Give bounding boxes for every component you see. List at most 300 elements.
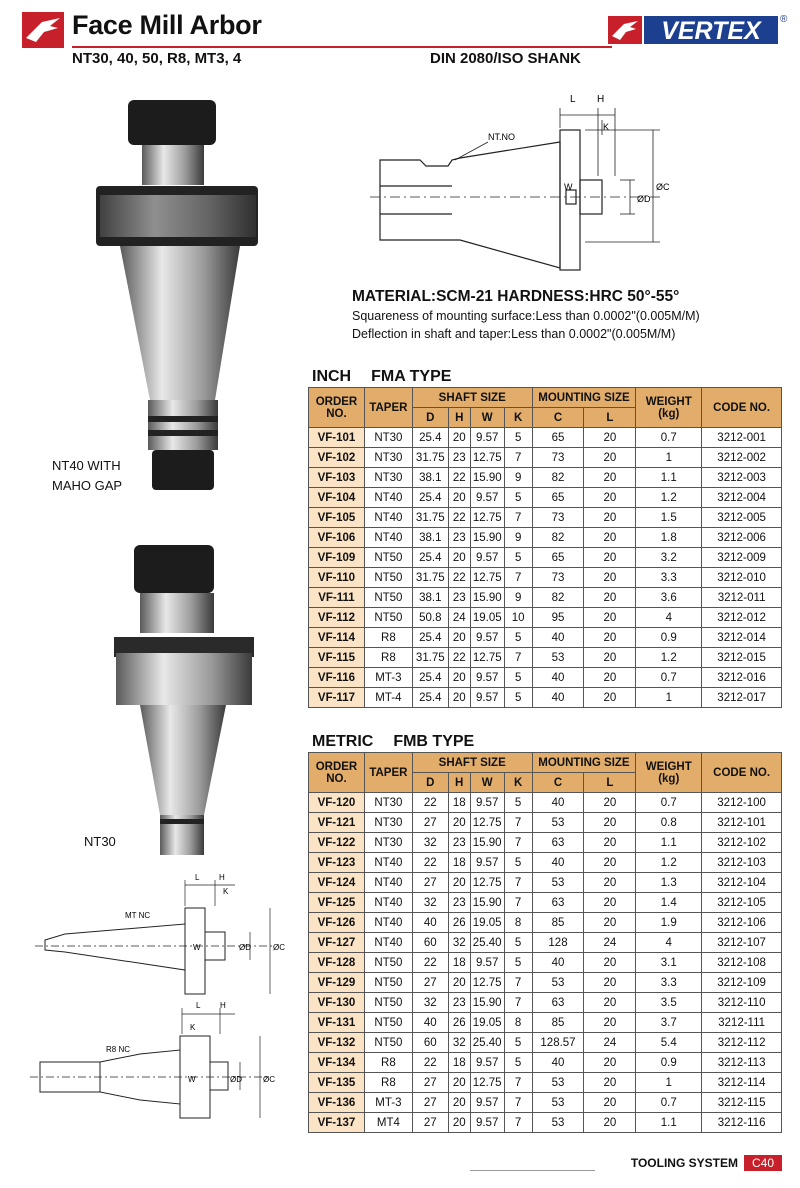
mt-dim-h: H — [219, 873, 225, 882]
table-row — [309, 448, 782, 468]
cell-code-no: 3212-002 — [702, 448, 782, 468]
cell-c: 40 — [532, 953, 584, 973]
table-row — [309, 793, 782, 813]
cell-k: 10 — [504, 608, 532, 628]
cell-taper: NT50 — [364, 993, 412, 1013]
cell-d: 27 — [412, 1093, 448, 1113]
footer-label: TOOLING SYSTEM — [630, 1156, 738, 1170]
cell-order-no: VF-115 — [309, 648, 365, 668]
cell-k: 7 — [504, 873, 532, 893]
table-row — [309, 1033, 782, 1053]
r8-dim-h: H — [220, 1001, 226, 1010]
cell-w: 9.57 — [470, 793, 504, 813]
cell-d: 25.4 — [412, 688, 448, 708]
cell-c: 65 — [532, 488, 584, 508]
cell-taper: NT40 — [364, 853, 412, 873]
cell-d: 27 — [412, 813, 448, 833]
r8-technical-drawing — [30, 1000, 290, 1125]
cell-order-no: VF-110 — [309, 568, 365, 588]
cell-taper: R8 — [364, 1053, 412, 1073]
cell-c: 128.57 — [532, 1033, 584, 1053]
cell-code-no: 3212-003 — [702, 468, 782, 488]
cell-l: 20 — [584, 993, 636, 1013]
cell-k: 5 — [504, 1053, 532, 1073]
cell-k: 7 — [504, 568, 532, 588]
cell-code-no: 3212-109 — [702, 973, 782, 993]
r8-dim-k: K — [190, 1023, 196, 1032]
cell-c: 73 — [532, 508, 584, 528]
cell-weight: 1.1 — [636, 468, 702, 488]
cell-weight: 3.7 — [636, 1013, 702, 1033]
cell-weight: 1 — [636, 688, 702, 708]
r8-dim-l: L — [196, 1001, 201, 1010]
cell-l: 20 — [584, 893, 636, 913]
cell-h: 20 — [448, 428, 470, 448]
cell-l: 20 — [584, 628, 636, 648]
cell-c: 40 — [532, 668, 584, 688]
cell-c: 85 — [532, 913, 584, 933]
cell-c: 63 — [532, 893, 584, 913]
col-w: W — [470, 773, 504, 793]
cell-code-no: 3212-015 — [702, 648, 782, 668]
cell-l: 20 — [584, 468, 636, 488]
cell-d: 38.1 — [412, 588, 448, 608]
r8-dim-c: ØC — [263, 1075, 275, 1084]
cell-taper: NT50 — [364, 548, 412, 568]
cell-h: 23 — [448, 993, 470, 1013]
cell-w: 15.90 — [470, 588, 504, 608]
cell-w: 12.75 — [470, 813, 504, 833]
cell-c: 82 — [532, 588, 584, 608]
cell-code-no: 3212-108 — [702, 953, 782, 973]
cell-d: 31.75 — [412, 448, 448, 468]
cell-weight: 1.9 — [636, 913, 702, 933]
col-code-no: CODE NO. — [702, 388, 782, 428]
cell-weight: 4 — [636, 608, 702, 628]
cell-h: 24 — [448, 608, 470, 628]
cell-weight: 1 — [636, 448, 702, 468]
cell-h: 23 — [448, 893, 470, 913]
cell-order-no: VF-125 — [309, 893, 365, 913]
cell-w: 15.90 — [470, 833, 504, 853]
cell-taper: MT-3 — [364, 1093, 412, 1113]
cell-order-no: VF-128 — [309, 953, 365, 973]
cell-d: 50.8 — [412, 608, 448, 628]
cell-order-no: VF-127 — [309, 933, 365, 953]
cell-code-no: 3212-104 — [702, 873, 782, 893]
dim-d: ØD — [637, 194, 651, 204]
cell-taper: NT40 — [364, 933, 412, 953]
cell-k: 5 — [504, 488, 532, 508]
table-row — [309, 688, 782, 708]
cell-d: 31.75 — [412, 568, 448, 588]
cell-order-no: VF-106 — [309, 528, 365, 548]
cell-weight: 1.3 — [636, 873, 702, 893]
cell-l: 20 — [584, 568, 636, 588]
cell-c: 53 — [532, 873, 584, 893]
deflection-note: Deflection in shaft and taper:Less than 0.0002"(0.005M/M) — [352, 327, 676, 341]
cell-taper: NT30 — [364, 468, 412, 488]
cell-k: 5 — [504, 628, 532, 648]
cell-taper: NT30 — [364, 793, 412, 813]
cell-d: 25.4 — [412, 628, 448, 648]
inch-spec-table — [308, 387, 782, 708]
cell-weight: 1.1 — [636, 833, 702, 853]
cell-l: 20 — [584, 508, 636, 528]
cell-w: 9.57 — [470, 428, 504, 448]
title-divider — [72, 46, 612, 48]
cell-order-no: VF-112 — [309, 608, 365, 628]
cell-l: 20 — [584, 1113, 636, 1133]
cell-k: 7 — [504, 508, 532, 528]
cell-order-no: VF-131 — [309, 1013, 365, 1033]
cell-order-no: VF-103 — [309, 468, 365, 488]
r8-dim-d: ØD — [230, 1075, 242, 1084]
cell-d: 25.4 — [412, 668, 448, 688]
cell-code-no: 3212-001 — [702, 428, 782, 448]
cell-l: 20 — [584, 833, 636, 853]
cell-k: 5 — [504, 953, 532, 973]
cell-h: 26 — [448, 1013, 470, 1033]
cell-d: 27 — [412, 873, 448, 893]
table-row — [309, 648, 782, 668]
cell-l: 20 — [584, 793, 636, 813]
mt-tag: MT NC — [125, 911, 151, 920]
table-row — [309, 1073, 782, 1093]
cell-h: 20 — [448, 628, 470, 648]
dim-k: K — [603, 122, 610, 132]
vertex-logo — [608, 10, 786, 48]
cell-k: 5 — [504, 668, 532, 688]
cell-weight: 4 — [636, 933, 702, 953]
cell-taper: NT40 — [364, 893, 412, 913]
cell-taper: NT40 — [364, 913, 412, 933]
mt-dim-l: L — [195, 873, 200, 882]
col-w: W — [470, 408, 504, 428]
cell-taper: MT4 — [364, 1113, 412, 1133]
cell-taper: NT30 — [364, 813, 412, 833]
cell-weight: 0.7 — [636, 668, 702, 688]
cell-w: 9.57 — [470, 853, 504, 873]
cell-d: 22 — [412, 793, 448, 813]
cell-h: 23 — [448, 833, 470, 853]
cell-c: 85 — [532, 1013, 584, 1033]
mt-technical-drawing — [35, 870, 295, 1000]
cell-weight: 0.8 — [636, 813, 702, 833]
page-title: Face Mill Arbor — [72, 10, 262, 40]
cell-code-no: 3212-106 — [702, 913, 782, 933]
cell-code-no: 3212-112 — [702, 1033, 782, 1053]
col-d: D — [412, 408, 448, 428]
mt-dim-d: ØD — [239, 943, 251, 952]
col-order-no: ORDER NO. — [309, 753, 365, 793]
table-row — [309, 833, 782, 853]
nt30-caption: NT30 — [84, 834, 116, 849]
cell-k: 7 — [504, 833, 532, 853]
cell-w: 12.75 — [470, 448, 504, 468]
cell-weight: 3.6 — [636, 588, 702, 608]
cell-w: 12.75 — [470, 973, 504, 993]
cell-code-no: 3212-017 — [702, 688, 782, 708]
cell-k: 9 — [504, 528, 532, 548]
cell-taper: NT50 — [364, 953, 412, 973]
cell-weight: 5.4 — [636, 1033, 702, 1053]
cell-d: 38.1 — [412, 468, 448, 488]
cell-l: 24 — [584, 933, 636, 953]
cell-taper: NT50 — [364, 608, 412, 628]
cell-order-no: VF-111 — [309, 588, 365, 608]
cell-l: 20 — [584, 668, 636, 688]
cell-taper: R8 — [364, 648, 412, 668]
cell-k: 7 — [504, 1093, 532, 1113]
cell-weight: 1.8 — [636, 528, 702, 548]
cell-weight: 0.7 — [636, 428, 702, 448]
cell-code-no: 3212-009 — [702, 548, 782, 568]
cell-c: 82 — [532, 528, 584, 548]
dim-h: H — [597, 94, 605, 105]
cell-w: 12.75 — [470, 568, 504, 588]
cell-order-no: VF-109 — [309, 548, 365, 568]
cell-l: 20 — [584, 1073, 636, 1093]
cell-c: 63 — [532, 833, 584, 853]
label-nt-no: NT.NO — [488, 132, 515, 142]
cell-d: 60 — [412, 933, 448, 953]
cell-d: 22 — [412, 853, 448, 873]
table-row — [309, 668, 782, 688]
shank-standard: DIN 2080/ISO SHANK — [430, 50, 581, 67]
col-c: C — [532, 408, 584, 428]
col-shaft-size: SHAFT SIZE — [412, 388, 532, 408]
cell-d: 32 — [412, 833, 448, 853]
col-c: C — [532, 773, 584, 793]
cell-code-no: 3212-107 — [702, 933, 782, 953]
cell-k: 5 — [504, 688, 532, 708]
cell-code-no: 3212-010 — [702, 568, 782, 588]
cell-d: 40 — [412, 913, 448, 933]
table-row — [309, 628, 782, 648]
cell-h: 22 — [448, 508, 470, 528]
cell-order-no: VF-135 — [309, 1073, 365, 1093]
cell-l: 20 — [584, 853, 636, 873]
cell-h: 18 — [448, 793, 470, 813]
cell-order-no: VF-105 — [309, 508, 365, 528]
cell-code-no: 3212-006 — [702, 528, 782, 548]
cell-c: 73 — [532, 568, 584, 588]
cell-w: 9.57 — [470, 668, 504, 688]
cell-weight: 3.3 — [636, 568, 702, 588]
cell-w: 9.57 — [470, 488, 504, 508]
col-k: K — [504, 773, 532, 793]
cell-k: 7 — [504, 448, 532, 468]
cell-weight: 1.2 — [636, 853, 702, 873]
cell-order-no: VF-117 — [309, 688, 365, 708]
cell-weight: 0.7 — [636, 1093, 702, 1113]
table-row — [309, 973, 782, 993]
cell-k: 5 — [504, 933, 532, 953]
cell-order-no: VF-132 — [309, 1033, 365, 1053]
page-subtitle: NT30, 40, 50, R8, MT3, 4 — [72, 50, 242, 67]
cell-h: 23 — [448, 448, 470, 468]
cell-w: 9.57 — [470, 1113, 504, 1133]
cell-h: 32 — [448, 1033, 470, 1053]
cell-c: 53 — [532, 973, 584, 993]
cell-l: 20 — [584, 953, 636, 973]
table-row — [309, 893, 782, 913]
cell-w: 12.75 — [470, 873, 504, 893]
page-number: C40 — [744, 1155, 782, 1171]
col-taper: TAPER — [364, 753, 412, 793]
brand-registered: ® — [780, 14, 788, 25]
cell-taper: NT30 — [364, 833, 412, 853]
cell-l: 20 — [584, 608, 636, 628]
cell-c: 53 — [532, 1073, 584, 1093]
cell-w: 9.57 — [470, 628, 504, 648]
cell-weight: 1.2 — [636, 488, 702, 508]
table-row — [309, 993, 782, 1013]
table-row — [309, 933, 782, 953]
cell-h: 20 — [448, 548, 470, 568]
cell-l: 20 — [584, 528, 636, 548]
cell-d: 22 — [412, 953, 448, 973]
cell-order-no: VF-129 — [309, 973, 365, 993]
col-h: H — [448, 408, 470, 428]
cell-w: 9.57 — [470, 1093, 504, 1113]
cell-taper: NT40 — [364, 528, 412, 548]
cell-d: 32 — [412, 993, 448, 1013]
cell-h: 20 — [448, 488, 470, 508]
cell-h: 20 — [448, 873, 470, 893]
material-heading: MATERIAL:SCM-21 HARDNESS:HRC 50°-55° — [352, 288, 680, 305]
cell-c: 73 — [532, 448, 584, 468]
cell-taper: NT40 — [364, 488, 412, 508]
cell-order-no: VF-116 — [309, 668, 365, 688]
cell-l: 20 — [584, 1013, 636, 1033]
cell-code-no: 3212-105 — [702, 893, 782, 913]
cell-l: 20 — [584, 428, 636, 448]
dim-w: W — [564, 182, 573, 192]
cell-taper: NT40 — [364, 508, 412, 528]
cell-code-no: 3212-113 — [702, 1053, 782, 1073]
cell-d: 40 — [412, 1013, 448, 1033]
cell-k: 7 — [504, 973, 532, 993]
cell-l: 20 — [584, 448, 636, 468]
cell-d: 27 — [412, 1073, 448, 1093]
cell-d: 38.1 — [412, 528, 448, 548]
cell-k: 5 — [504, 853, 532, 873]
cell-h: 23 — [448, 528, 470, 548]
cell-w: 19.05 — [470, 1013, 504, 1033]
cell-h: 20 — [448, 688, 470, 708]
metric-label: METRIC — [312, 733, 374, 750]
table-row — [309, 568, 782, 588]
cell-l: 20 — [584, 588, 636, 608]
cell-k: 7 — [504, 1073, 532, 1093]
table-row — [309, 588, 782, 608]
cell-weight: 1.2 — [636, 648, 702, 668]
cell-taper: MT-3 — [364, 668, 412, 688]
cell-weight: 0.9 — [636, 628, 702, 648]
nt30-arbor-photo — [100, 545, 260, 865]
col-code-no: CODE NO. — [702, 753, 782, 793]
cell-code-no: 3212-100 — [702, 793, 782, 813]
table-row — [309, 468, 782, 488]
cell-h: 20 — [448, 1113, 470, 1133]
cell-c: 40 — [532, 628, 584, 648]
cell-l: 20 — [584, 813, 636, 833]
cell-h: 20 — [448, 973, 470, 993]
cell-order-no: VF-102 — [309, 448, 365, 468]
col-l: L — [584, 773, 636, 793]
cell-order-no: VF-120 — [309, 793, 365, 813]
cell-taper: MT-4 — [364, 688, 412, 708]
cell-code-no: 3212-011 — [702, 588, 782, 608]
table-row — [309, 548, 782, 568]
cell-d: 60 — [412, 1033, 448, 1053]
cell-code-no: 3212-012 — [702, 608, 782, 628]
cell-code-no: 3212-016 — [702, 668, 782, 688]
cell-d: 27 — [412, 1113, 448, 1133]
cell-w: 9.57 — [470, 953, 504, 973]
cell-c: 53 — [532, 1093, 584, 1113]
cell-weight: 0.7 — [636, 793, 702, 813]
col-k: K — [504, 408, 532, 428]
cell-d: 25.4 — [412, 488, 448, 508]
cell-order-no: VF-104 — [309, 488, 365, 508]
mt-dim-c: ØC — [273, 943, 285, 952]
metric-table-body — [309, 793, 782, 1133]
cell-weight: 1.5 — [636, 508, 702, 528]
cell-order-no: VF-126 — [309, 913, 365, 933]
cell-code-no: 3212-116 — [702, 1113, 782, 1133]
col-mounting-size: MOUNTING SIZE — [532, 753, 636, 773]
cell-l: 24 — [584, 1033, 636, 1053]
footer — [631, 1155, 782, 1171]
cell-taper: NT50 — [364, 588, 412, 608]
r8-dim-w: W — [188, 1075, 196, 1084]
cell-k: 5 — [504, 548, 532, 568]
nt40-caption-line2: MAHO GAP — [52, 478, 123, 493]
cell-c: 40 — [532, 793, 584, 813]
cell-k: 7 — [504, 1113, 532, 1133]
table-row — [309, 873, 782, 893]
col-mounting-size: MOUNTING SIZE — [532, 388, 636, 408]
table-row — [309, 953, 782, 973]
table-row — [309, 1113, 782, 1133]
squareness-note: Squareness of mounting surface:Less than 0.0002"(0.005M/M) — [352, 309, 700, 323]
cell-c: 40 — [532, 853, 584, 873]
table-row — [309, 528, 782, 548]
mt-dim-w: W — [193, 943, 201, 952]
cell-w: 9.57 — [470, 688, 504, 708]
cell-code-no: 3212-114 — [702, 1073, 782, 1093]
cell-d: 22 — [412, 1053, 448, 1073]
cell-h: 26 — [448, 913, 470, 933]
cell-code-no: 3212-004 — [702, 488, 782, 508]
col-d: D — [412, 773, 448, 793]
cell-w: 12.75 — [470, 648, 504, 668]
table-row — [309, 813, 782, 833]
cell-l: 20 — [584, 873, 636, 893]
cell-order-no: VF-130 — [309, 993, 365, 1013]
cell-code-no: 3212-103 — [702, 853, 782, 873]
cell-k: 5 — [504, 428, 532, 448]
brand-bird-icon — [22, 12, 64, 48]
cell-k: 7 — [504, 813, 532, 833]
nt40-arbor-photo — [90, 100, 270, 500]
cell-w: 19.05 — [470, 608, 504, 628]
cell-order-no: VF-114 — [309, 628, 365, 648]
cell-weight: 3.2 — [636, 548, 702, 568]
